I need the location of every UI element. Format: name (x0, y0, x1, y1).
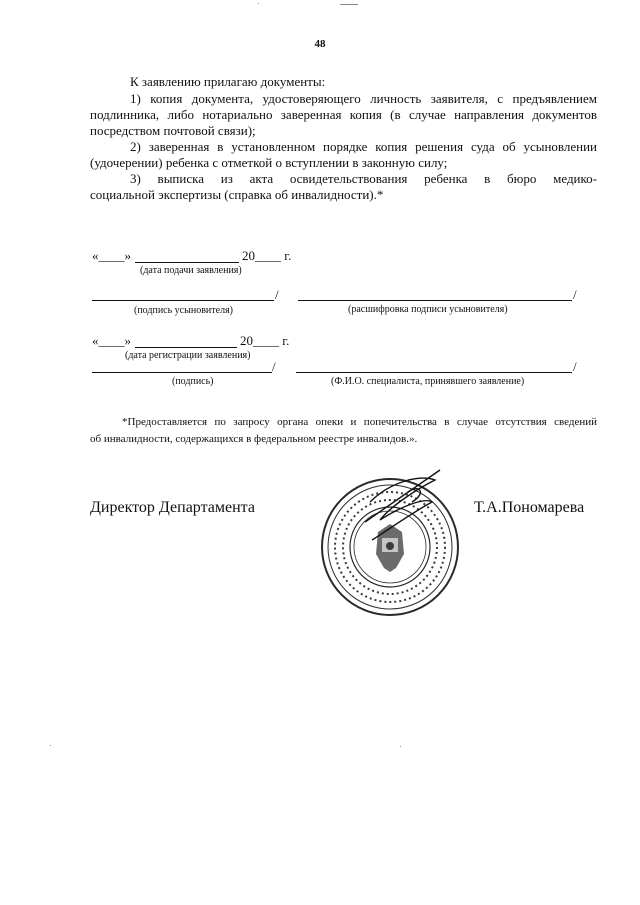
attachment-item-3: 3) выписка из акта освидетельствования ребенка в бюро медико- (130, 171, 597, 186)
applicant-name-line[interactable] (298, 300, 572, 301)
scan-speck (50, 745, 51, 746)
scan-speck (400, 746, 401, 747)
reg-date-month-line[interactable] (135, 347, 237, 348)
scan-speck (258, 3, 259, 4)
attachments-intro: К заявлению прилагаю документы: (130, 74, 326, 89)
page-number: 48 (314, 38, 326, 50)
signatory-name: Т.А.Пономарева (474, 499, 585, 516)
applicant-signature-line[interactable] (92, 300, 274, 301)
official-seal (310, 462, 470, 622)
footnote-text: *Предоставляется по запросу органа опеки и попечительства в случае отсутствия сведений (122, 416, 597, 428)
reg-date-year-field[interactable]: 20____ г. (240, 333, 290, 348)
specialist-name-line[interactable] (296, 372, 572, 373)
scan-speck (340, 4, 358, 5)
separator-slash: / (275, 287, 279, 302)
date-application-caption: (дата подачи заявления) (140, 265, 242, 276)
attachment-item-2-end: (удочерении) ребенка с отметкой о вступлении в законную силу; (90, 155, 448, 170)
separator-slash: / (573, 287, 577, 302)
date-year-field[interactable]: 20____ г. (242, 248, 292, 263)
specialist-signature-caption: (подпись) (172, 376, 214, 387)
applicant-name-caption: (расшифровка подписи усыновителя) (348, 304, 508, 315)
reg-date-day-field[interactable]: «____» (92, 333, 131, 348)
applicant-signature-caption: (подпись усыновителя) (134, 305, 233, 316)
attachment-item-2: 2) заверенная в установленном порядке копия решения суда об усыновлении (130, 139, 597, 154)
specialist-name-caption: (Ф.И.О. специалиста, принявшего заявление) (331, 376, 525, 387)
attachment-item-1: 1) копия документа, удостоверяющего личность заявителя, с предъявлением (130, 91, 597, 106)
date-day-field[interactable]: «____» (92, 248, 131, 263)
date-registration-caption: (дата регистрации заявления) (125, 350, 251, 361)
attachment-item-3-end: социальной экспертизы (справка об инвалидности).* (90, 187, 384, 202)
date-month-line[interactable] (135, 262, 239, 263)
specialist-signature-line[interactable] (92, 372, 272, 373)
footnote-text-end: об инвалидности, содержащихся в федеральном реестре инвалидов.». (90, 433, 418, 445)
separator-slash: / (573, 359, 577, 374)
attachment-item-1-cont: подлинника, либо нотариально заверенная копия (в случае направления документов (90, 107, 597, 122)
attachment-item-1-end: посредством почтовой связи); (90, 123, 256, 138)
signatory-position: Директор Департамента (90, 499, 255, 516)
separator-slash: / (272, 359, 276, 374)
